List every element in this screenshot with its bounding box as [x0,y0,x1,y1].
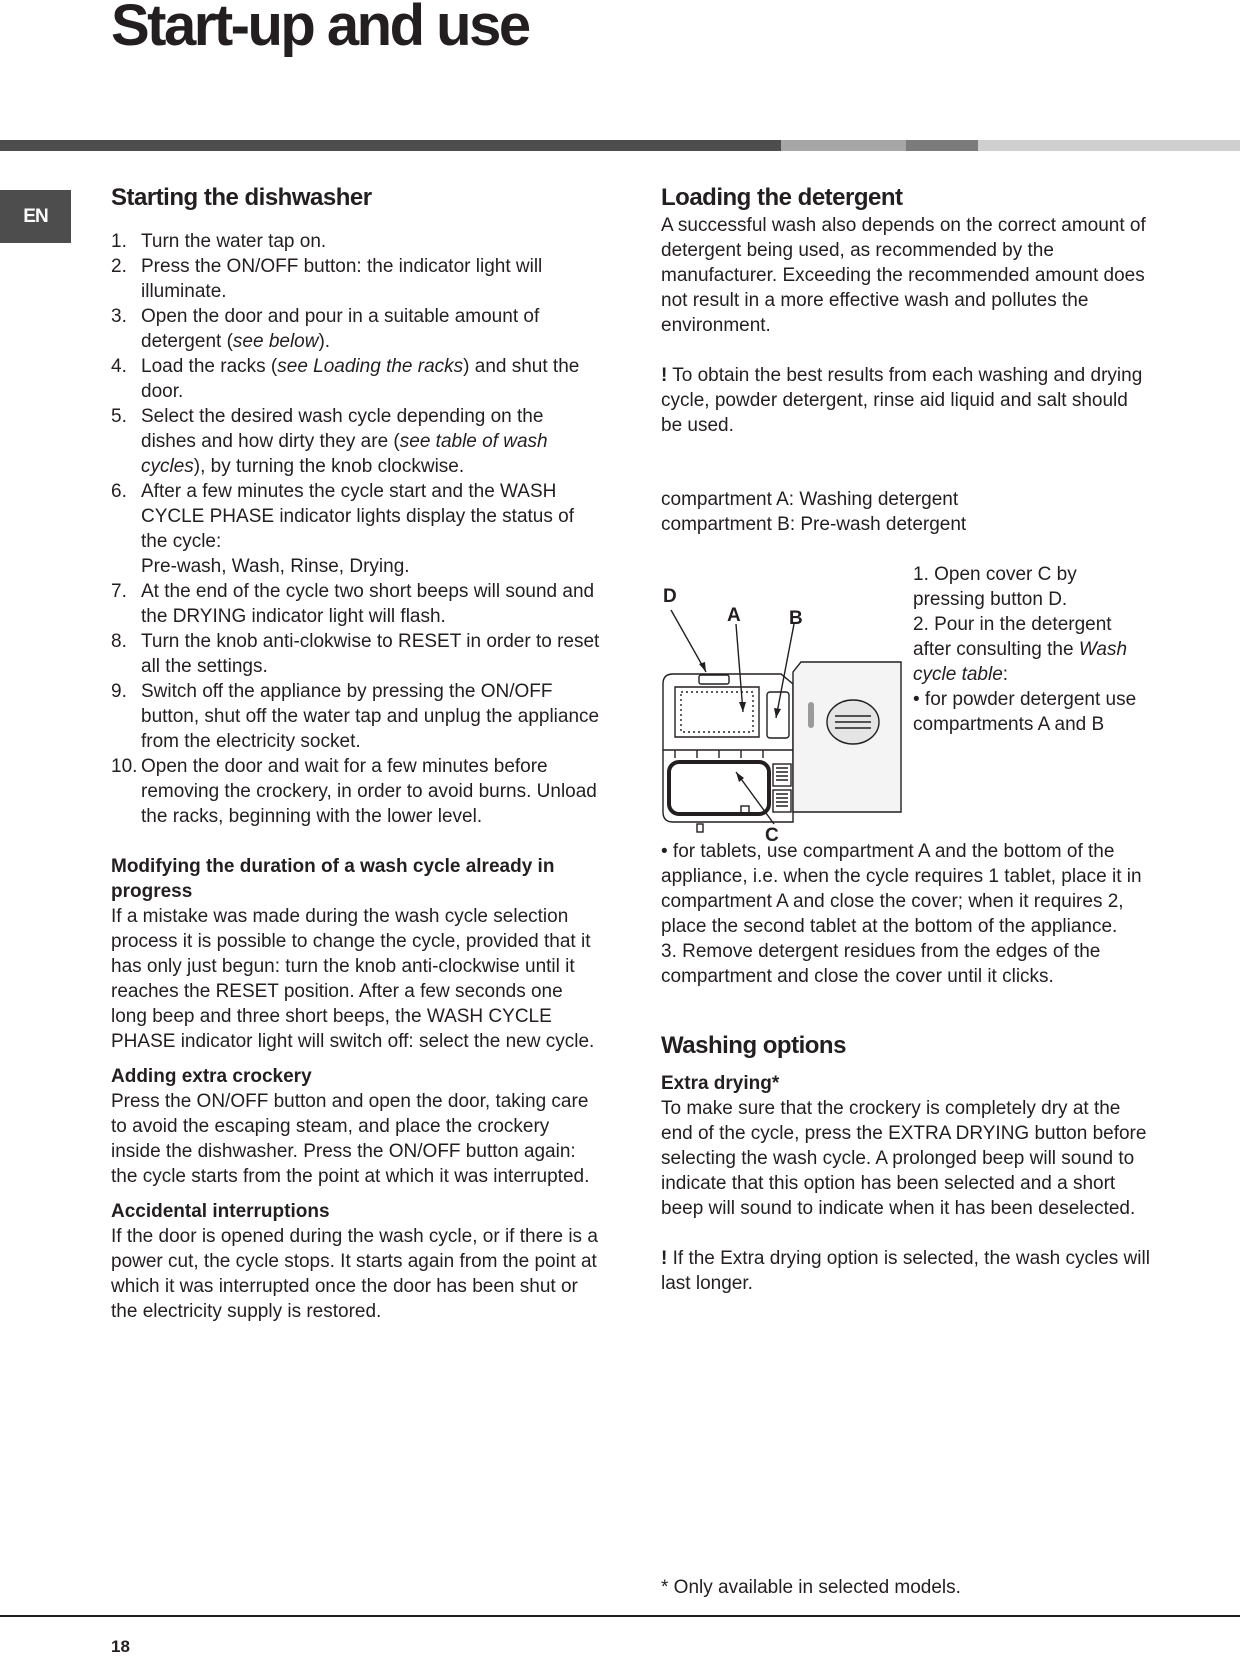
list-item: 10. Open the door and wait for a few minutes before removing the crockery, in order to avoid burns. Unload the racks, beginning with the lower level. [111,756,597,827]
footnote: * Only available in selected models. [661,1577,961,1598]
starting-steps [111,229,601,829]
modifying-body: If a mistake was made during the wash cycle selection process it is possible to change the cycle, provided that it has only just begun: turn the knob anti-clockwise until it reaches the RESET position. After a few seconds one long beep and three short beeps, the WASH CYCLE PHASE indicator light will switch off: select the new cycle. [111,906,595,1052]
compartment-a-shape [675,687,759,737]
detergent-bullet-tablets: • for tablets, use compartment A and the bottom of the appliance, i.e. when the cycle requires 1 tablet, place it in compartment A and close the cover; when it requires 2, place the second tablet at the bottom of the appliance. [661,841,1142,937]
washing-options-heading: Washing options [661,1032,846,1059]
list-item: 9. Switch off the appliance by pressing the ON/OFF button, shut off the water tap and unplug the appliance from the electricity socket. [111,681,600,752]
list-item: 7. At the end of the cycle two short beeps will sound and the DRYING indicator light will flash. [111,581,595,627]
list-item: 5. Select the desired wash cycle depending on the dishes and how dirty they are (see table of wash cycles), by turning the knob clockwise. [111,406,548,477]
language-tab: EN [0,190,71,243]
page-number: 18 [111,1637,130,1656]
accidental-heading: Accidental interruptions [111,1201,330,1222]
header-bar-mid-dark [906,140,978,151]
page-title: Start-up and use [111,0,529,58]
extra-drying-body: To make sure that the crockery is completely dry at the end of the cycle, press the EXTRA DRYING button before selecting the wash cycle. A prolonged beep will sound to indicate that this option has been selected and a short beep will sound to indicate when it has been deselected. [661,1098,1147,1219]
warning-icon: ! [661,1248,668,1269]
list-item: 3. Open the door and pour in a suitable amount of detergent (see below). [111,306,540,352]
list-item: 6. After a few minutes the cycle start and the WASH CYCLE PHASE indicator lights display the status of the cycle: Pre-wash, Wash, Rinse, Drying. [111,481,574,577]
label-b: B [789,608,803,629]
accidental-body: If the door is opened during the wash cycle, or if there is a power cut, the cycle stops. It starts again from the point at which it was interrupted once the door has been shut or the electricity supply is restored. [111,1226,598,1322]
label-c: C [765,825,779,842]
right-column [661,183,1153,1296]
detergent-dispenser-diagram [661,572,906,842]
detergent-warning: ! To obtain the best results from each washing and drying cycle, powder detergent, rinse aid liquid and salt should be used. [661,365,1143,436]
label-a: A [727,605,741,626]
bottom-divider [0,1615,1240,1617]
header-bar-light [978,140,1240,151]
detergent-step-2: 2. Pour in the detergent after consulting the Wash cycle table: [913,614,1128,685]
detergent-bullet-powder: • for powder detergent use compartments A and B [913,689,1137,735]
warning-icon: ! [661,365,668,386]
detergent-diagram-section [661,562,1153,882]
adding-heading: Adding extra crockery [111,1066,312,1087]
label-d: D [663,586,677,607]
extra-drying-heading: Extra drying* [661,1073,780,1094]
modifying-heading: Modifying the duration of a wash cycle already in progress [111,856,555,902]
list-item: 8. Turn the knob anti-clokwise to RESET in order to reset all the settings. [111,631,600,677]
header-bar-dark [0,140,781,151]
detergent-step-3: 3. Remove detergent residues from the edges of the compartment and close the cover until it clicks. [661,941,1101,987]
detergent-intro: A successful wash also depends on the correct amount of detergent being used, as recommended by the manufacturer. Exceeding the recommended amount does not result in a more effective wash and pollutes the environment. [661,215,1146,336]
extra-drying-warning: ! If the Extra drying option is selected, the wash cycles will last longer. [661,1248,1150,1294]
detergent-heading: Loading the detergent [661,184,903,211]
button-d-shape [699,675,729,684]
list-item: 2. Press the ON/OFF button: the indicator light will illuminate. [111,256,543,302]
list-item: 1. Turn the water tap on. [111,231,327,252]
detergent-step-1: 1. Open cover C by pressing button D. [913,564,1077,610]
compartment-a-line: compartment A: Washing detergent [661,489,959,510]
detergent-steps-side [913,562,1153,737]
adding-body: Press the ON/OFF button and open the door, taking care to avoid the escaping steam, and place the crockery inside the dishwasher. Press the ON/OFF button again: the cycle starts from the point at which it was interrupted. [111,1091,590,1187]
compartment-b-shape [767,692,789,738]
compartment-b-line: compartment B: Pre-wash detergent [661,514,967,535]
starting-heading: Starting the dishwasher [111,184,372,211]
header-bar-mid [781,140,906,151]
list-item: 4. Load the racks (see Loading the racks) and shut the door. [111,356,580,402]
left-column [111,183,601,1324]
cover-c-shape [669,762,769,814]
